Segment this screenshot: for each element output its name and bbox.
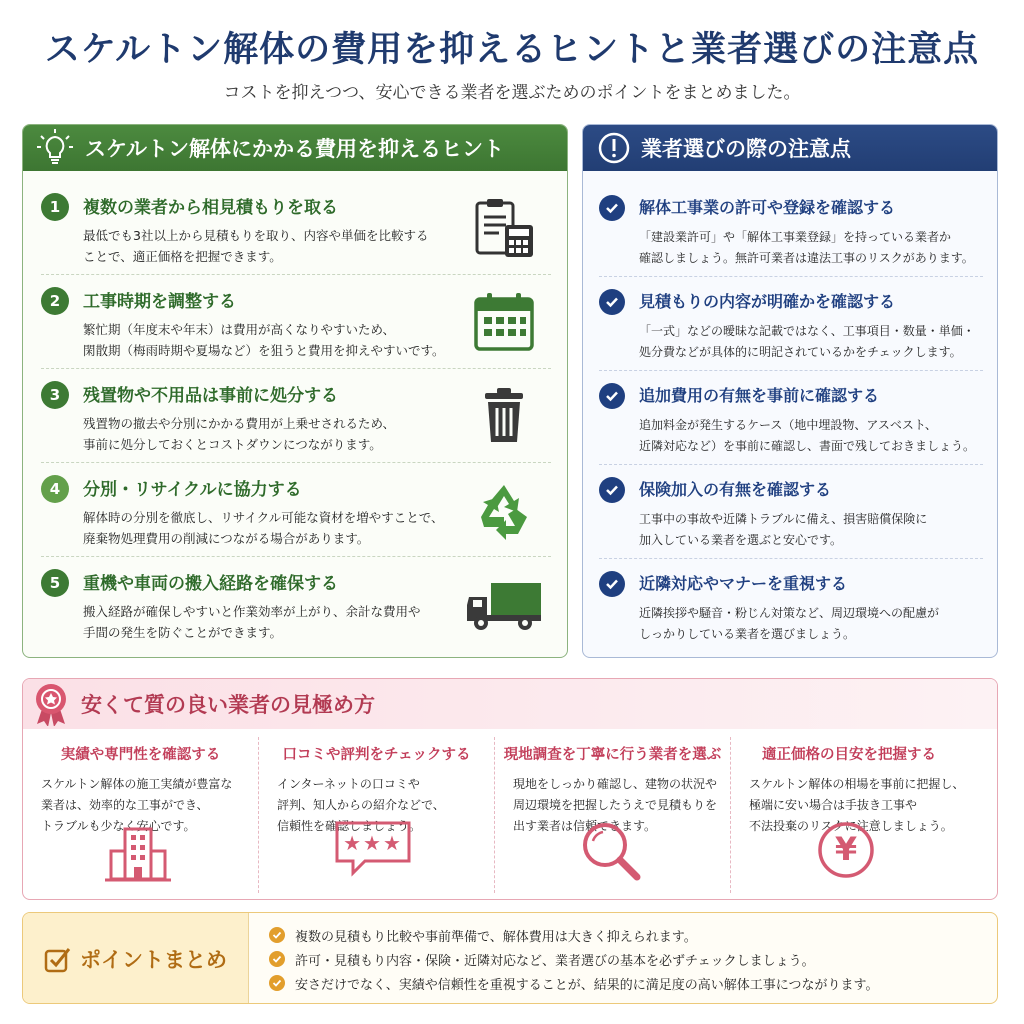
quality-item: [495, 737, 731, 893]
award-ribbon-icon: [31, 682, 71, 726]
tip-description: 残置物の撤去や分別にかかる費用が上乗せされるため、 事前に処分しておくとコストダウンにつながります。: [83, 416, 396, 452]
check-item: [599, 277, 983, 371]
summary-text: 安さだけでなく、実績や信頼性を重視することが、結果的に満足度の高い解体工事につながります。: [295, 977, 879, 993]
quality-heading: 実績や専門性を確認する: [60, 747, 221, 763]
cost-tips-title: スケルトン解体にかかる費用を抑えるヒント: [85, 137, 504, 161]
tip-description: 搬入経路が確保しやすいと作業効率が上がり、余計な費用や 手間の発生を防ぐことができます。: [83, 604, 421, 640]
tip-item: [41, 369, 551, 463]
summary-text: 許可・見積もり内容・保険・近隣対応など、業者選びの基本を必ずチェックしましょう。: [295, 953, 815, 969]
review-stars: ★★★: [343, 831, 403, 855]
quality-title: 安くて質の良い業者の見極め方: [81, 693, 375, 717]
quality-heading: 現地調査を丁寧に行う業者を選ぶ: [503, 747, 722, 763]
check-heading: 見積もりの内容が明確かを確認する: [639, 292, 896, 311]
recycle-icon: [471, 477, 537, 543]
tip-number: 2: [41, 287, 69, 315]
quality-heading: 口コミや評判をチェックする: [282, 747, 471, 763]
check-heading: 保険加入の有無を確認する: [639, 480, 832, 499]
quality-description: 現地をしっかり確認し、建物の状況や 周辺環境を把握したうえで見積もりを 出す業者は信頼できます。: [513, 777, 718, 833]
check-heading: 解体工事業の許可や登録を確認する: [639, 198, 896, 217]
building-icon: [103, 815, 173, 885]
yen-symbol: ¥: [834, 830, 858, 868]
summary-item: [269, 971, 878, 995]
tip-heading: 工事時期を調整する: [83, 292, 236, 312]
truck-icon: [467, 571, 543, 637]
tip-heading: 複数の業者から相見積もりを取る: [83, 198, 338, 218]
check-description: 「建設業許可」や「解体工事業登録」を持っている業者か 確認しましょう。無許可業者は違法工事のリスクがあります。: [639, 230, 974, 265]
tip-description: 最低でも3社以上から見積もりを取り、内容や単価を比較する ことで、適正価格を把握できます。: [83, 228, 429, 264]
tip-item: [41, 557, 551, 651]
summary-header: [23, 913, 249, 1004]
check-item: [599, 183, 983, 277]
check-heading: 追加費用の有無を事前に確認する: [639, 386, 880, 405]
checkmark-icon: [599, 571, 625, 597]
summary-panel: [22, 912, 998, 1004]
page-title: スケルトン解体の費用を抑えるヒントと業者選びの注意点: [44, 30, 980, 70]
tip-number: 3: [41, 381, 69, 409]
trash-can-icon: [471, 383, 537, 449]
quality-description: スケルトン解体の施工実績が豊富な 業者は、効率的な工事ができ、 トラブルも少なく安心です。: [41, 777, 233, 833]
quality-contractor-panel: [22, 678, 998, 900]
checkbox-icon: [44, 945, 72, 973]
cost-tips-panel: [22, 124, 568, 658]
tip-heading: 重機や車両の搬入経路を確保する: [83, 574, 338, 594]
quality-heading: 適正価格の目安を把握する: [762, 747, 936, 763]
lightbulb-icon: [35, 128, 75, 168]
check-description: 「一式」などの曖昧な記載ではなく、工事項目・数量・単価・ 処分費などが具体的に明記されているかをチェックします。: [639, 324, 975, 359]
quality-item: [731, 737, 967, 893]
contractor-checks-panel: [582, 124, 998, 658]
checkmark-icon: [599, 195, 625, 221]
checkmark-icon: [599, 477, 625, 503]
contractor-checks-title: 業者選びの際の注意点: [641, 137, 851, 161]
tip-item: [41, 275, 551, 369]
check-heading: 近隣対応やマナーを重視する: [639, 574, 848, 593]
tip-item: [41, 181, 551, 275]
check-item: [599, 559, 983, 653]
summary-text: 複数の見積もり比較や事前準備で、解体費用は大きく抑えられます。: [295, 929, 697, 945]
quality-item: [23, 737, 259, 893]
check-bullet-icon: [269, 927, 285, 943]
check-description: 追加料金が発生するケース（地中埋設物、アスベスト、 近隣対応など）を事前に確認し、書面で残しておきましょう。: [639, 418, 976, 453]
yen-icon: [811, 815, 881, 885]
tip-number: 4: [41, 475, 69, 503]
quality-description: インターネットの口コミや 評判、知人からの紹介などで、 信頼性を確認しましょう。: [277, 777, 445, 833]
review-stars-icon: [333, 815, 413, 885]
checkmark-icon: [599, 289, 625, 315]
check-bullet-icon: [269, 975, 285, 991]
check-description: 近隣挨拶や騒音・粉じん対策など、周辺環境への配慮が しっかりしている業者を選びましょう。: [639, 606, 940, 641]
summary-item: [269, 947, 878, 971]
cost-tips-header: [23, 125, 567, 171]
check-item: [599, 465, 983, 559]
contractor-checks-header: [583, 125, 997, 171]
quality-header: [23, 679, 997, 729]
check-item: [599, 371, 983, 465]
check-bullet-icon: [269, 951, 285, 967]
checkmark-icon: [599, 383, 625, 409]
tip-heading: 残置物や不用品は事前に処分する: [83, 386, 338, 406]
summary-title: ポイントまとめ: [80, 948, 227, 972]
tip-description: 解体時の分別を徹底し、リサイクル可能な資材を増やすことで、 廃棄物処理費用の削減につながる場合があります。: [83, 510, 444, 546]
quality-item: [259, 737, 495, 893]
summary-list: [269, 923, 878, 995]
tip-number: 5: [41, 569, 69, 597]
tip-item: [41, 463, 551, 557]
exclamation-icon: [597, 131, 631, 165]
page-subtitle: コストを抑えつつ、安心できる業者を選ぶためのポイントをまとめました。: [223, 83, 801, 103]
clipboard-calculator-icon: [471, 195, 537, 261]
tip-heading: 分別・リサイクルに協力する: [83, 480, 302, 500]
summary-item: [269, 923, 878, 947]
magnifier-icon: [575, 815, 645, 885]
tip-number: 1: [41, 193, 69, 221]
check-description: 工事中の事故や近隣トラブルに備え、損害賠償保険に 加入している業者を選ぶと安心です。: [639, 512, 928, 547]
quality-description: スケルトン解体の相場を事前に把握し、 極端に安い場合は手抜き工事や 不法投棄のリスクに注意しましょう。: [749, 777, 965, 833]
tip-description: 繁忙期（年度末や年末）は費用が高くなりやすいため、 閑散期（梅雨時期や夏場など）を狙うと費用を抑えやすいです。: [83, 322, 445, 358]
calendar-icon: [471, 289, 537, 355]
